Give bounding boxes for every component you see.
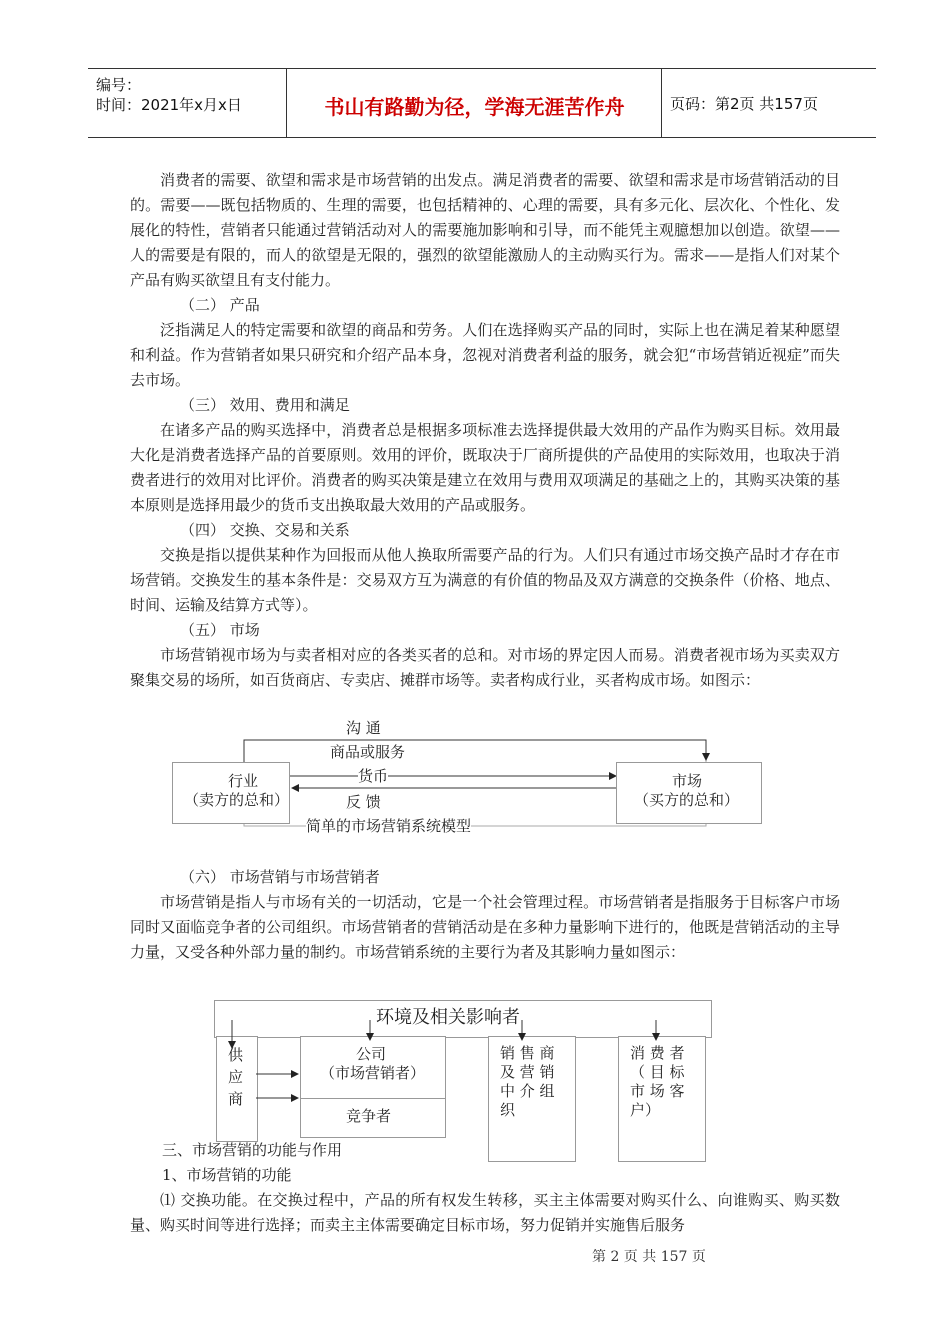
environment-label: 环境及相关影响者: [376, 1007, 520, 1028]
paragraph: 交换是指以提供某种作为回报而从他人换取所需要产品的行为。人们只有通过市场交换产品时才存在市场营销。交换发生的基本条件是：交易双方互为满意的有价值的物品及双方满意的交换条件（价格、地点、时间、运输及结算方式等）。: [130, 546, 840, 614]
number-label: 编号：: [96, 76, 142, 94]
header-motto: 书山有路勤为径，学海无涯苦作舟: [324, 95, 625, 119]
consumer-label: 消 费 者 （ 目 标 市 场 客 户）: [630, 1044, 685, 1119]
page-number: 页码：第2页 共157页: [670, 95, 818, 113]
paragraph: 泛指满足人的特定需要和欲望的商品和劳务。人们在选择购买产品的同时，实际上也在满足着某种愿望和利益。作为营销者如果只研究和介绍产品本身，忽视对消费者利益的服务，就会犯“市场营销近视症”而失去市场。: [130, 321, 840, 389]
competitor-label: 竞争者: [346, 1107, 392, 1125]
market-label: 市场: [672, 772, 703, 790]
section-heading: 1、市场营销的功能: [162, 1166, 292, 1184]
goods-label: 商品或服务: [330, 743, 406, 761]
section-heading: （三） 效用、费用和满足: [180, 396, 350, 414]
industry-sub-label: （卖方的总和）: [184, 791, 290, 809]
supplier-label: 供应商: [228, 1046, 244, 1108]
section-heading: 三、市场营销的功能与作用: [162, 1141, 343, 1159]
paragraph: 消费者的需要、欲望和需求是市场营销的出发点。满足消费者的需要、欲望和需求是市场营销活动的目的。需要——既包括物质的、生理的需要，也包括精神的、心理的需要，具有多元化、层次化、个性化、发展化的特性，营销者只能通过营销活动对人的需要施加影响和引导，而不能凭主观臆想加以创造。欲望——人的需要是有限的，而人的欲望是无限的，强烈的欲望能激励人的主动购买行为。需求——是指人们对某个产品有购买欲望且有支付能力。: [130, 171, 840, 289]
company-label: 公司: [356, 1045, 387, 1063]
section-heading: （四） 交换、交易和关系: [180, 521, 350, 539]
paragraph: 市场营销是指人与市场有关的一切活动，它是一个社会管理过程。市场营销者是指服务于目标客户市场同时又面临竞争者的公司组织。市场营销者的营销活动是在多种力量影响下进行的，他既是营销活动的主导力量，又受各种外部力量的制约。市场营销系统的主要行为者及其影响力量如图示：: [130, 893, 840, 961]
market-sub-label: （买方的总和）: [634, 791, 740, 809]
money-label: 货币: [358, 767, 389, 785]
paragraph: 在诸多产品的购买选择中，消费者总是根据多项标准去选择提供最大效用的产品作为购买目标。效用最大化是消费者选择产品的首要原则。效用的评价，既取决于厂商所提供的产品使用的实际效用，也取决于消费者进行的效用对比评价。消费者的购买决策是建立在效用与费用双项满足的基础之上的，其购买决策的基本原则是选择用最少的货币支出换取最大效用的产品或服务。: [130, 421, 840, 514]
intermediary-label: 销 售 商 及 营 销 中 介 组 织: [500, 1044, 555, 1119]
paragraph: 市场营销视市场为与卖者相对应的各类买者的总和。对市场的界定因人而易。消费者视市场为买卖双方聚集交易的场所，如百货商店、专卖店、摊群市场等。卖者构成行业，买者构成市场。如图示：: [130, 646, 840, 689]
communication-label: 沟 通: [346, 719, 381, 737]
section-heading: （二） 产品: [180, 296, 260, 314]
paragraph: ⑴ 交换功能。在交换过程中，产品的所有权发生转移，买主主体需要对购买什么、向谁购买、购买数量、购买时间等进行选择；而卖主主体需要确定目标市场，努力促销并实施售后服务: [130, 1191, 840, 1234]
industry-label: 行业: [228, 772, 259, 790]
section-heading: （五） 市场: [180, 621, 260, 639]
section-heading: （六） 市场营销与市场营销者: [180, 868, 380, 886]
company-sub-label: （市场营销者）: [320, 1064, 426, 1082]
page-footer: 第 2 页 共 157 页: [592, 1249, 706, 1265]
time-label: 时间：2021年x月x日: [96, 96, 242, 114]
feedback-label: 反 馈: [346, 793, 381, 811]
diagram-caption: 简单的市场营销系统模型: [306, 817, 472, 835]
